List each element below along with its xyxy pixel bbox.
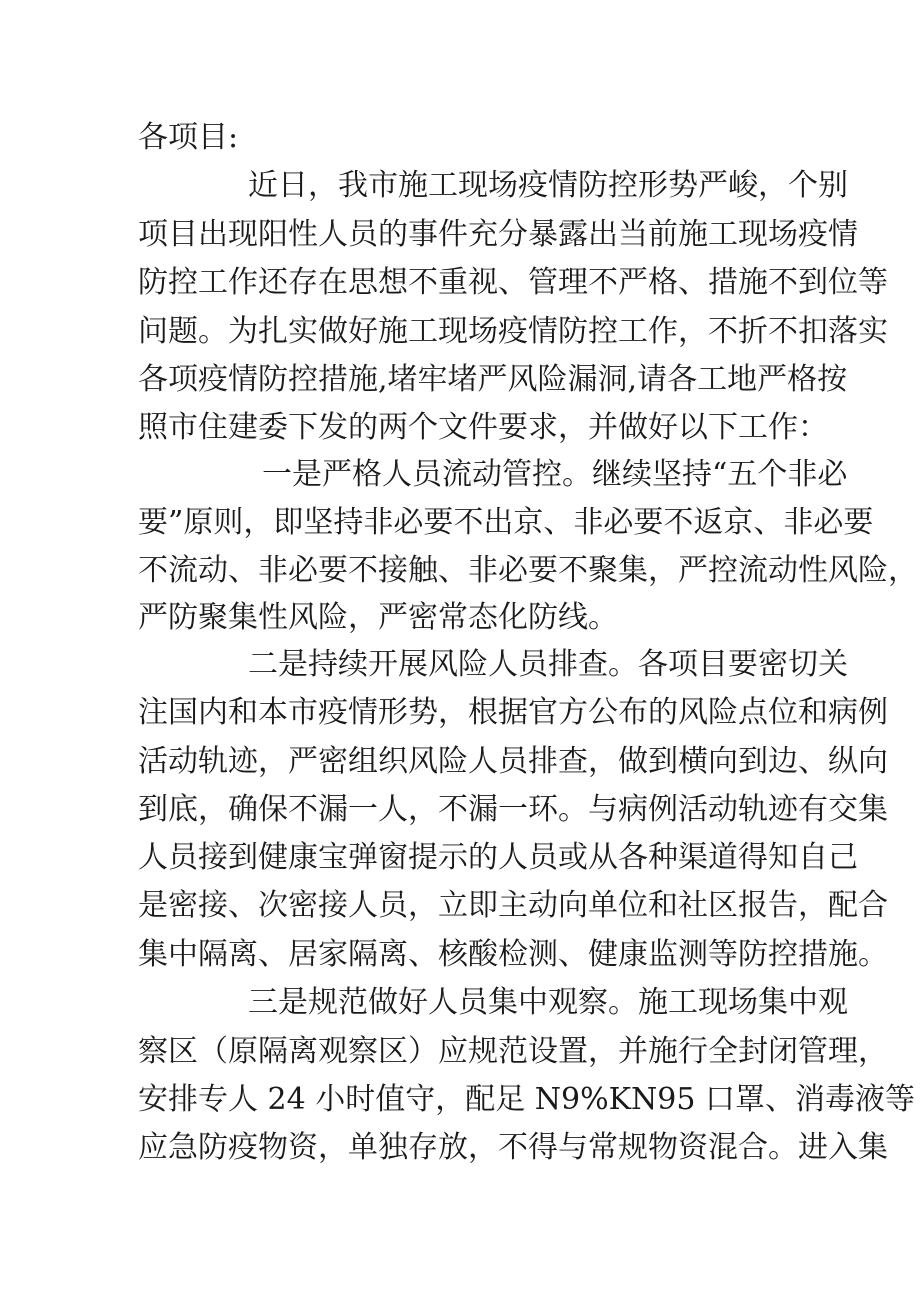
- paragraph-2-line-2: 要”原则，即坚持非必要不出京、非必要不返京、非必要: [138, 505, 874, 540]
- paragraph-1-line-2: 项目出现阳性人员的事件充分暴露出当前施工现场疫情: [138, 217, 858, 252]
- paragraph-2-line-4: 严防聚集性风险，严密常态化防线。: [138, 600, 618, 635]
- paragraph-3-line-4: 到底，确保不漏一人，不漏一环。与病例活动轨迹有交集: [138, 792, 888, 827]
- paragraph-1-line-4: 问题。为扎实做好施工现场疫情防控工作，不折不扣落实: [138, 314, 888, 349]
- paragraph-3-line-2: 注国内和本市疫情形势，根据官方公布的风险点位和病例: [138, 695, 888, 730]
- paragraph-3-line-3: 活动轨迹，严密组织风险人员排查，做到横向到边、纵向: [138, 744, 888, 779]
- paragraph-3-line-5: 人员接到健康宝弹窗提示的人员或从各种渠道得知自己: [138, 840, 858, 875]
- paragraph-3-line-1: 二是持续开展风险人员排查。各项目要密切关: [248, 647, 848, 682]
- paragraph-4-line-3: 安排专人 24 小时值守，配足 N9%KN95 口罩、消毒液等: [138, 1082, 915, 1117]
- paragraph-3-line-7: 集中隔离、居家隔离、核酸检测、健康监测等防控措施。: [138, 937, 888, 972]
- paragraph-2-line-3: 不流动、非必要不接触、非必要不聚集，严控流动性风险，: [138, 553, 918, 588]
- paragraph-1-line-6: 照市住建委下发的两个文件要求，并做好以下工作：: [138, 410, 828, 445]
- paragraph-4-line-2: 察区（原隔离观察区）应规范设置，并施行全封闭管理，: [138, 1034, 888, 1069]
- paragraph-3-line-6: 是密接、次密接人员，立即主动向单位和社区报告，配合: [138, 888, 888, 923]
- paragraph-4-line-4: 应急防疫物资，单独存放，不得与常规物资混合。进入集: [138, 1130, 888, 1165]
- salutation: 各项目:: [138, 120, 239, 155]
- paragraph-1-line-1: 近日，我市施工现场疫情防控形势严峻，个别: [248, 168, 848, 203]
- paragraph-1-line-3: 防控工作还存在思想不重视、管理不严格、措施不到位等: [138, 265, 888, 300]
- paragraph-4-line-1: 三是规范做好人员集中观察。施工现场集中观: [248, 985, 848, 1020]
- paragraph-2-line-1: 一是严格人员流动管控。继续坚持“五个非必: [262, 457, 848, 492]
- paragraph-1-line-5: 各项疫情防控措施,堵牢堵严风险漏洞,请各工地严格按: [138, 362, 848, 397]
